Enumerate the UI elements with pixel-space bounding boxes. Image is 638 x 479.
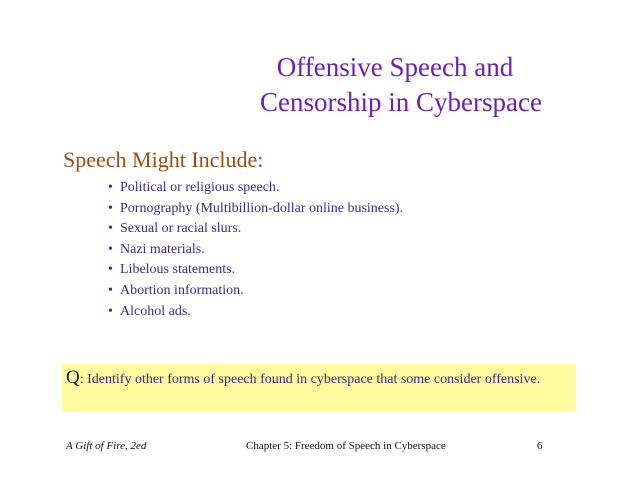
question-text: : Identify other forms of speech found in cyberspace that some consider offensive. — [79, 372, 541, 387]
bullet-item: • Pornography (Multibillion-dollar online business). — [120, 199, 403, 220]
slide-title — [180, 50, 610, 120]
question-box — [62, 364, 576, 412]
footer-chapter: Chapter 5: Freedom of Speech in Cyberspace — [246, 440, 446, 452]
footer-page-number: 6 — [537, 440, 543, 452]
bullet-item: • Abortion information. — [120, 281, 403, 302]
bullet-list — [120, 178, 403, 322]
title-line-2: Censorship in Cyberspace — [260, 87, 542, 117]
question-marker: Q — [66, 367, 80, 388]
bullet-item: • Nazi materials. — [120, 240, 403, 261]
slide-subtitle: Speech Might Include: — [63, 147, 264, 172]
bullet-item: • Political or religious speech. — [120, 178, 403, 199]
bullet-item: • Libelous statements. — [120, 260, 403, 281]
title-line-1: Offensive Speech and — [276, 52, 514, 82]
bullet-item: • Sexual or racial slurs. — [120, 219, 403, 240]
bullet-item: • Alcohol ads. — [120, 302, 403, 323]
footer-book-title: A Gift of Fire, 2ed — [66, 440, 147, 452]
